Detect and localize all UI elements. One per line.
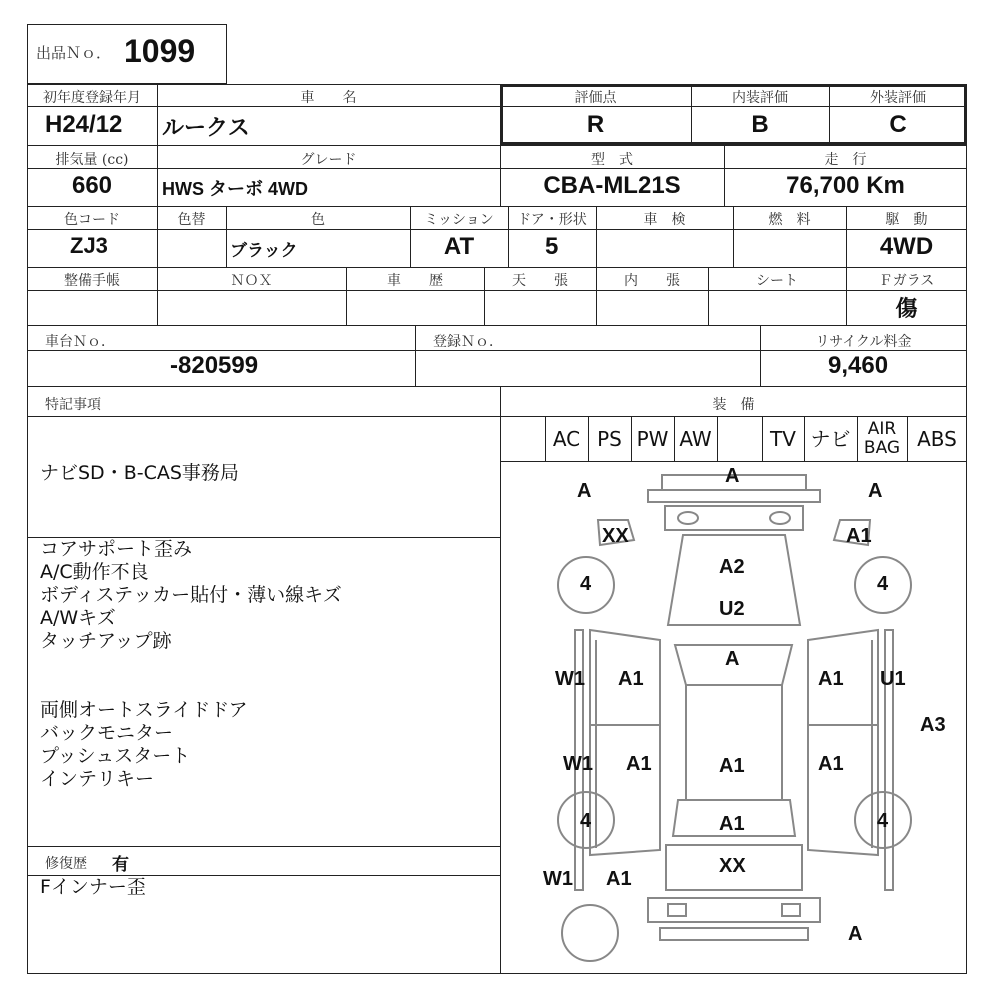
rule [27,846,500,847]
mark-roof: A1 [719,755,745,777]
drive-value: 4WD [879,233,934,260]
equipment-abs: ABS [917,427,957,451]
mark-right-headlamp: A1 [846,525,872,547]
rule [27,416,967,417]
interior-value: B [751,111,769,138]
colorcode-value: ZJ3 [70,233,108,258]
color-label: 色 [311,212,325,228]
mark-right-fender-2: U1 [880,668,906,690]
mark-left-headlamp: XX [602,525,629,547]
note-block-3: 両側オートスライドドア バックモニター プッシュスタート インテリキー [40,699,248,790]
equipment-pw: PW [636,427,669,451]
color-value: ブラック [230,241,298,260]
regno-label: 登録Ｎｏ． [433,334,503,350]
rule [500,461,967,462]
mark-rear-left-2: A1 [606,868,632,890]
mark-hood-1: A2 [719,556,745,578]
equipment-blank [717,418,762,460]
mark-hood-2: U2 [719,598,745,620]
mileage-value: 76,700 Km [786,172,905,199]
exterior-value: C [889,111,907,138]
equipment-label: 装 備 [712,397,755,413]
mark-front-left-corner: A [577,480,592,502]
rule [500,386,501,974]
glass-label: Ｆガラス [878,273,935,289]
rule [27,145,967,146]
drive-label: 駆 動 [885,212,928,228]
mark-left-fender-1: W1 [555,668,585,690]
mark-right-door: A1 [818,753,844,775]
mark-front-right-corner: A [868,480,883,502]
displacement-label: 排気量 (cc) [55,152,129,168]
note-block-2: コアサポート歪み A/C動作不良 ボディステッカー貼付・薄い線キズ A/Wキズ タッチアップ跡 [40,538,342,652]
mark-front-left-wheel: 4 [580,573,592,595]
note-line-1: ナビSD・B-CAS事務局 [40,462,239,484]
repair-detail: Fインナー歪 [40,876,146,898]
colorcode-label: 色コード [64,212,120,228]
grade-value: HWS ターボ 4WD [162,179,308,199]
exterior-label: 外装評価 [870,90,926,106]
interior-label: 内装評価 [732,90,788,106]
displacement-value: 660 [71,172,113,199]
rule [415,325,416,386]
lot-label: 出品Ｎｏ． [36,44,112,62]
repair-value: 有 [112,855,129,874]
recycle-value: 9,460 [828,352,889,379]
mark-windshield: A [725,648,740,670]
reg-label: 初年度登録年月 [43,90,141,106]
reg-value: H24/12 [45,111,123,138]
model-label: 型 式 [591,152,633,168]
equipment-aw: AW [679,427,712,451]
inspection-label: 車 検 [643,212,686,228]
score-value: R [586,111,605,138]
mission-label: ミッション [424,212,494,228]
mark-left-fender-2: A1 [618,668,644,690]
rule [27,325,967,326]
model-value: CBA-ML21S [543,172,681,199]
chassis-label: 車台Ｎｏ． [45,334,115,350]
chassis-value: -820599 [170,352,259,379]
lot-box [27,24,227,84]
door-label: ドア・形状 [517,212,587,228]
mark-rear-right-wheel: 4 [877,810,889,832]
grade-label: グレード [300,152,357,168]
repair-label: 修復歴 [45,856,87,872]
mark-left-door-1: W1 [563,753,593,775]
nox-label: ＮＯＸ [230,273,273,289]
lot-number: 1099 [124,33,196,69]
glass-value: 傷 [895,296,918,321]
mark-rear-left-wheel: 4 [580,810,592,832]
mark-rear-bumper: A [848,923,863,945]
mark-front-bumper: A [725,465,740,487]
lining-label: 内 張 [624,273,680,289]
seat-label: シート [756,273,798,289]
rule [27,386,967,387]
rule [27,229,967,230]
mark-front-right-wheel: 4 [877,573,889,595]
mark-back-door: XX [719,855,746,877]
maintenance-label: 整備手帳 [64,273,120,289]
equipment-ac: AC [552,427,581,451]
notes-label: 特記事項 [45,397,101,413]
mark-right-fender-1: A1 [818,668,844,690]
mark-right-side-panel: A3 [920,714,946,736]
mileage-label: 走 行 [824,152,867,168]
rule [27,206,967,207]
recolor-label: 色替 [177,212,206,228]
mission-value: AT [443,233,475,260]
rule [27,267,967,268]
history-label: 車 歴 [387,273,443,289]
mark-rear-glass: A1 [719,813,745,835]
score-label: 評価点 [574,90,617,106]
mark-left-door-2: A1 [626,753,652,775]
door-value: 5 [545,233,559,260]
mark-rear-left-1: W1 [543,868,573,890]
equipment-airbag: AIR BAG [863,419,901,458]
fuel-label: 燃 料 [768,212,811,228]
equipment-navi: ナビ [810,427,851,451]
rule [27,290,967,291]
recycle-label: リサイクル料金 [815,334,912,350]
name-value: ルークス [162,115,250,140]
equipment-ps: PS [597,427,622,451]
equipment-tv: TV [770,427,796,451]
name-label: 車 名 [300,90,357,106]
roof-label: 天 張 [512,273,568,289]
